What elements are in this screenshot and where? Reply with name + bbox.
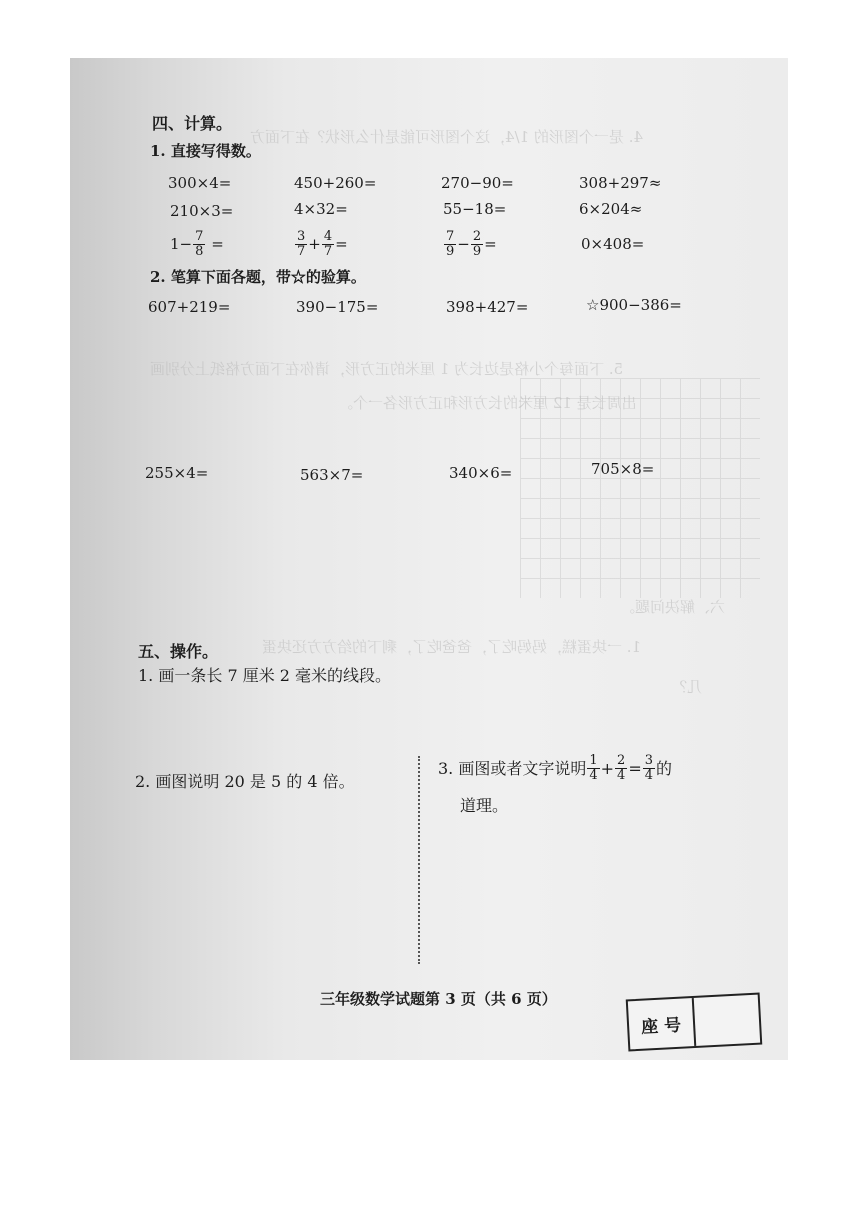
op-q1: 1. 画一条长 7 厘米 2 毫米的线段。 bbox=[138, 666, 392, 685]
bleed-through-line: 5. 下面每个小格是边长为 1 厘米的正方形，请你在下面方格纸上分别画 bbox=[150, 360, 624, 378]
q2-item-verify: ☆900−386= bbox=[586, 296, 682, 314]
q1-item-fraction: 1− $\frac{7}{8}$ = bbox=[170, 229, 224, 260]
op-q3: 3. 画图或者文字说明 $\frac{1}{4}$ + $\frac{2}{4}$ = $\frac{3}{4}$ 的 bbox=[438, 753, 673, 784]
bleed-through-line: 六、解决问题。 bbox=[620, 598, 726, 616]
q1-item: 210×3= bbox=[170, 202, 234, 220]
q1-item-fraction: $\frac{3}{7}$ + $\frac{4}{7}$ = bbox=[297, 229, 348, 260]
q2-item: 255×4= bbox=[145, 464, 209, 482]
op-q2: 2. 画图说明 20 是 5 的 4 倍。 bbox=[135, 772, 355, 791]
q2-item: 607+219= bbox=[148, 298, 231, 316]
q1-item: 270−90= bbox=[441, 174, 514, 192]
section-4-title: 四、计算。 bbox=[152, 114, 233, 133]
q1-item: 6×204≈ bbox=[579, 200, 643, 218]
seat-number-box bbox=[626, 993, 763, 1052]
bleed-through-line: 几？ bbox=[672, 678, 703, 696]
bleed-through-line: 出周长是 12 厘米的长方形和正方形各一个。 bbox=[338, 394, 637, 412]
q2-item: 340×6= bbox=[449, 464, 513, 482]
q1-item: 0×408= bbox=[581, 235, 645, 253]
q2-item: 398+427= bbox=[446, 298, 529, 316]
q2-item: 563×7= bbox=[300, 466, 364, 484]
q1-item: 55−18= bbox=[443, 200, 507, 218]
q1-item: 450+260= bbox=[294, 174, 377, 192]
q1-item-fraction: $\frac{7}{9}$ − $\frac{2}{9}$ = bbox=[446, 229, 497, 260]
q1-item: 308+297≈ bbox=[579, 174, 662, 192]
q2-item: 705×8= bbox=[591, 460, 655, 478]
page-footer: 三年级数学试题第 3 页（共 6 页） bbox=[320, 990, 557, 1008]
q1-title: 1. 直接写得数。 bbox=[150, 142, 261, 160]
q1-item: 4×32= bbox=[294, 200, 348, 218]
dotted-divider bbox=[418, 756, 420, 964]
bleed-through-line: 1. 一块蛋糕，妈妈吃了，爸爸吃了，剩下的给方方还块蛋 bbox=[262, 638, 642, 656]
seat-number-field[interactable] bbox=[694, 995, 760, 1046]
op-q3-line2: 道理。 bbox=[460, 796, 509, 815]
q2-item: 390−175= bbox=[296, 298, 379, 316]
q1-item: 300×4= bbox=[168, 174, 232, 192]
bleed-through-line: 4. 是一个图形的 1/4，这个图形可能是什么形状？在下面方 bbox=[250, 128, 643, 146]
section-5-title: 五、操作。 bbox=[138, 642, 219, 661]
seat-number-label: 座 号 bbox=[628, 998, 696, 1049]
q2-title: 2. 笔算下面各题，带☆的验算。 bbox=[150, 268, 366, 286]
